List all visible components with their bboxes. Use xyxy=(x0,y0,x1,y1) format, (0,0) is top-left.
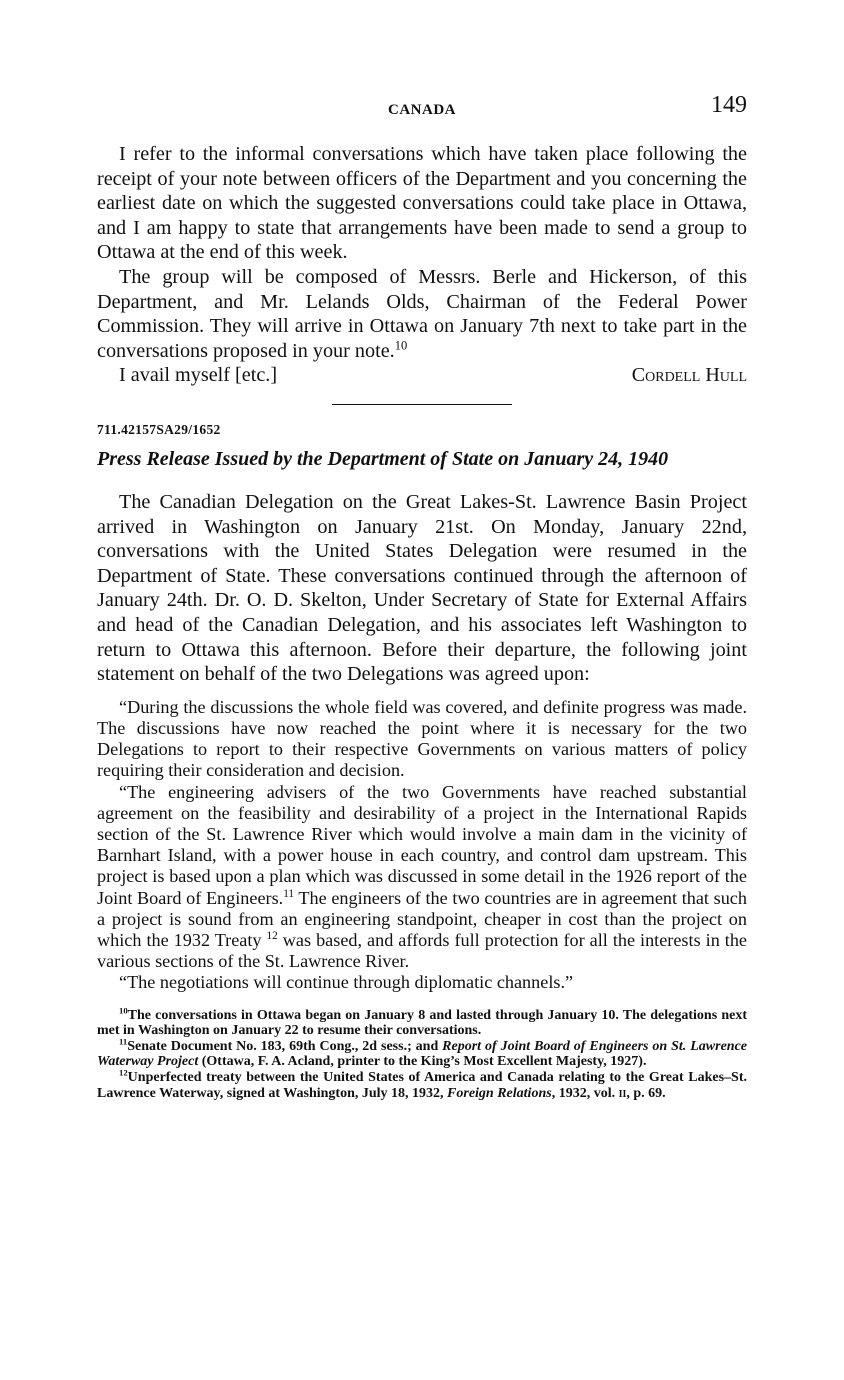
footnote-12-mark: 12 xyxy=(119,1067,128,1078)
press-release-intro: The Canadian Delegation on the Great Lakes-St. Lawrence Basin Project arrived in Washington on January 21st. On Monday, January 22nd, conversations with the United States Delegation were resumed in the Department of State. These conversations continued through the afternoon of January 24th. Dr. O. D. Skelton, Under Secretary of State for External Affairs and head of the Canadian Delegation, and his associates left Washington to return to Ottawa this afternoon. Before their departure, the following joint statement on behalf of the two Delegations was agreed upon: xyxy=(97,490,747,686)
letter-closing: I avail myself [etc.] xyxy=(119,364,278,387)
footnote-11 xyxy=(97,1036,747,1070)
letter-signer: Cordell Hull xyxy=(631,364,747,387)
document-page xyxy=(97,92,747,1101)
file-number: 711.42157SA29/1652 xyxy=(97,421,221,437)
footnote-12-text-b: , 1932, vol. xyxy=(551,1085,619,1101)
footnote-12-title: Foreign Relations xyxy=(447,1085,552,1101)
document-heading: Press Release Issued by the Department of State on January 24, 1940 xyxy=(97,447,669,470)
joint-statement xyxy=(97,697,747,994)
footnote-11-mark: 11 xyxy=(119,1036,128,1047)
running-head xyxy=(97,92,747,122)
footnote-11-text-b: (Ottawa, F. A. Acland, printer to the King’s Most Excellent Majesty, 1927). xyxy=(198,1054,647,1070)
footnotes xyxy=(97,1004,747,1102)
letter-signoff xyxy=(97,363,747,388)
footnote-11-text-a: Senate Document No. 183, 69th Cong., 2d sess.; and xyxy=(127,1038,443,1054)
footnote-11-title: Report of Joint Board of Engineers on St. Lawrence Waterway Project xyxy=(97,1038,747,1070)
footnote-12-volume: ii xyxy=(618,1085,627,1101)
letter-paragraph-2 xyxy=(97,265,747,363)
joint-statement-paragraph-3: “The negotiations will continue through diplomatic channels.” xyxy=(119,972,574,993)
footnote-ref-10[interactable]: 10 xyxy=(394,338,408,353)
joint-statement-paragraph-2 xyxy=(97,782,747,973)
footnote-ref-12[interactable]: 12 xyxy=(266,929,278,942)
letter-paragraph-2-text: The group will be composed of Messrs. Berle and Hickerson, of this Department, and Mr. Lelands Olds, Chairman of the Federal Power Commission. They will arrive in Ottawa on January 7th next to take part in the conversations proposed in your note. xyxy=(97,265,747,362)
footnote-ref-11[interactable]: 11 xyxy=(283,887,295,900)
footnote-10-text: The conversations in Ottawa began on January 8 and lasted through January 10. The delegations next met in Washington on January 22 to resume their conversations. xyxy=(97,1007,747,1039)
footnote-12 xyxy=(97,1067,747,1101)
joint-statement-paragraph-1: “During the discussions the whole field was covered, and definite progress was made. The discussions have now reached the point where it is necessary for the two Delegations to report to their respective Governments on various matters of policy requiring their consideration and decision. xyxy=(97,696,747,781)
running-title: CANADA xyxy=(388,102,456,118)
footnote-12-text-c: , p. 69. xyxy=(626,1085,666,1101)
letter-paragraph-1: I refer to the informal conversations which have taken place following the receipt of your note between officers of the Department and you concerning the earliest date on which the suggested conversations could take place in Ottawa, and I am happy to state that arrangements have been made to send a group to Ottawa at the end of this week. xyxy=(97,143,747,264)
footnote-10 xyxy=(97,1004,747,1039)
joint-statement-paragraph-2-part-1: “The engineering advisers of the two Governments have reached substantial agreement on the feasibility and desirability of a project in the International Rapids section of the St. Lawrence River which would involve a main dam in the vicinity of Barnhart Island, with a power house in each country, and control dam upstream. This project is based upon a plan which was discussed in some detail in the 1926 report of the Joint Board of Engineers. xyxy=(97,781,747,908)
section-divider xyxy=(332,404,512,405)
joint-statement-paragraph-2-part-2: The engineers of the two countries are in agreement that such a project is sound from an engineering standpoint, cheaper in cost than the project on which the 1932 Treaty xyxy=(97,887,747,950)
joint-statement-paragraph-2-part-3: was based, and affords full protection for all the interests in the various sections of the St. Lawrence River. xyxy=(97,929,748,972)
footnote-12-text-a: Unperfected treaty between the United States of America and Canada relating to the Great Lakes–St. Lawrence Waterway, signed at Washington, July 18, 1932, xyxy=(97,1069,747,1101)
footnote-10-mark: 10 xyxy=(119,1004,128,1015)
page-number: 149 xyxy=(711,92,747,118)
